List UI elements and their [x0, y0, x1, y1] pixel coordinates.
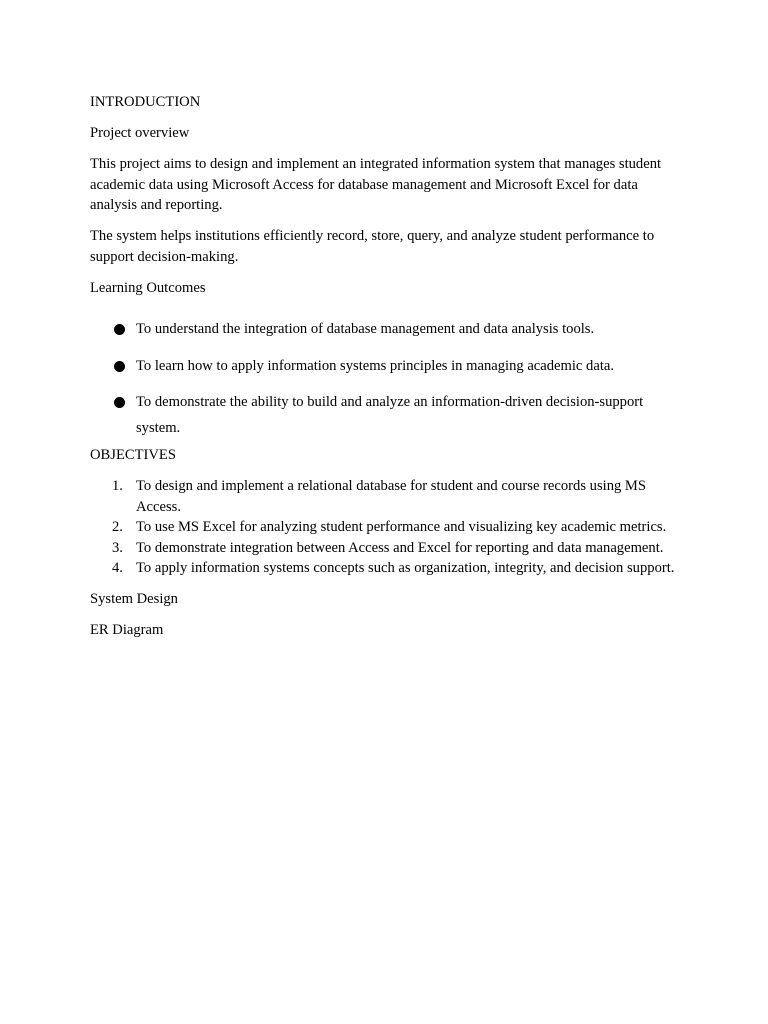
- bullet-icon: [114, 324, 125, 335]
- objective-text: To use MS Excel for analyzing student performance and visualizing key academic metrics.: [136, 519, 667, 535]
- list-item: [90, 353, 682, 379]
- heading-introduction: INTRODUCTION: [90, 94, 201, 110]
- objectives-list: [90, 476, 682, 579]
- project-overview-label: Project overview: [90, 125, 190, 141]
- heading-objectives: OBJECTIVES: [90, 447, 176, 463]
- system-design-label: System Design: [90, 591, 178, 607]
- list-item: [90, 476, 682, 517]
- learning-outcome-text: To learn how to apply information systems principles in managing academic data.: [136, 357, 615, 374]
- objective-text: To design and implement a relational database for student and course records using MS Access.: [136, 478, 647, 515]
- learning-outcomes-label: Learning Outcomes: [90, 279, 206, 296]
- overview-paragraph-1: This project aims to design and implement an integrated information system that manages student academic data using Microsoft Access for database management and Microsoft Excel for data analysis and reporting.: [90, 156, 662, 213]
- learning-outcome-text: To understand the integration of database management and data analysis tools.: [136, 321, 595, 337]
- list-number: 2.: [112, 519, 123, 535]
- bullet-icon: [114, 361, 125, 372]
- list-item: [90, 558, 682, 579]
- er-diagram-label: ER Diagram: [90, 622, 164, 638]
- list-number: 4.: [112, 560, 123, 576]
- learning-outcomes-list: [90, 316, 682, 441]
- list-item: [90, 316, 682, 342]
- overview-paragraph-2: The system helps institutions efficiently record, store, query, and analyze student performance to support decision-making.: [90, 228, 655, 265]
- learning-outcome-text: To demonstrate the ability to build and analyze an information-driven decision-support system.: [136, 394, 644, 436]
- document-page: [90, 92, 682, 651]
- list-item: [90, 538, 682, 559]
- objective-text: To apply information systems concepts such as organization, integrity, and decision support.: [136, 560, 675, 576]
- bullet-icon: [114, 397, 125, 408]
- list-number: 1.: [112, 478, 123, 494]
- list-number: 3.: [112, 539, 123, 556]
- objective-text: To demonstrate integration between Access and Excel for reporting and data management.: [136, 539, 664, 556]
- list-item: [90, 389, 682, 441]
- list-item: [90, 517, 682, 538]
